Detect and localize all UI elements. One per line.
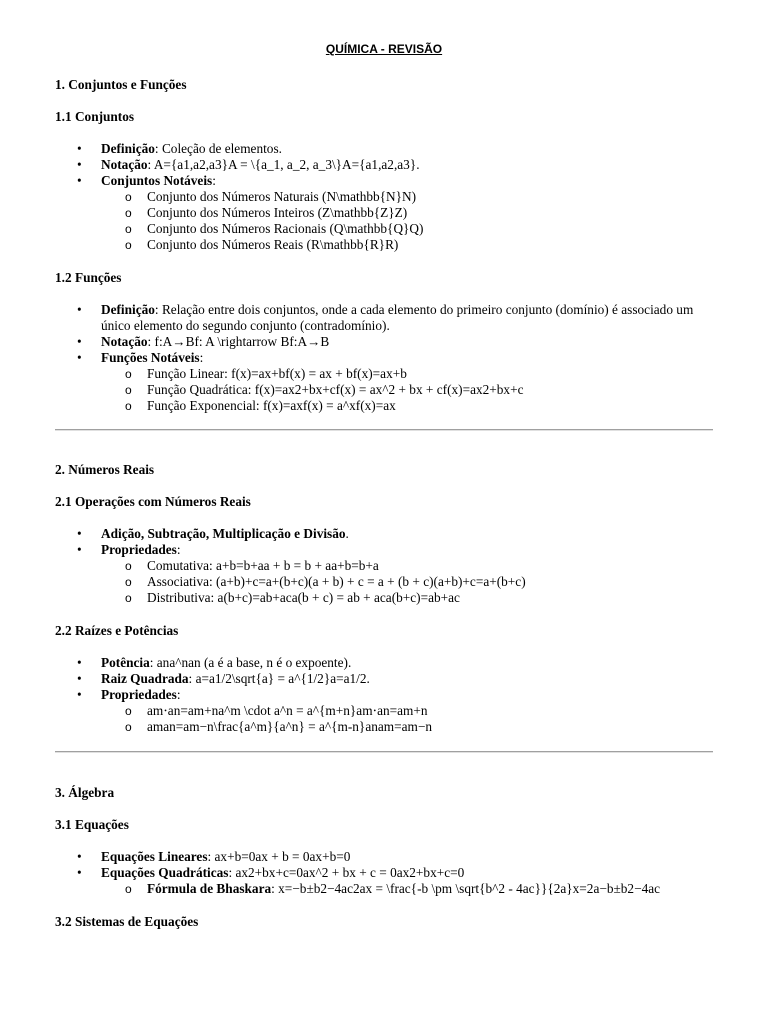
subsection-heading-1-1: 1.1 Conjuntos (55, 109, 135, 124)
sublist (101, 703, 713, 735)
sublist-item: o Associativa: (a+b)+c=a+(b+c)(a + b) + c = a + (b + c)(a+b)+c=a+(b+c) (55, 574, 713, 590)
horizontal-rule (55, 751, 713, 753)
sublist-item: o Comutativa: a+b=b+aa + b = b + aa+b=b+a (55, 558, 713, 574)
sublist-item: o Distributiva: a(b+c)=ab+aca(b + c) = ab + aca(b+c)=ab+ac (55, 590, 713, 606)
sublist-item: o am⋅an=am+na^m \cdot a^n = a^{m+n}am⋅an=am+n (55, 703, 713, 719)
subsection-heading-2-1: 2.1 Operações com Números Reais (55, 494, 251, 509)
subsection-heading-1-2: 1.2 Funções (55, 270, 122, 285)
sublist-item: o Função Exponencial: f(x)=axf(x) = a^xf(x)=ax (55, 398, 713, 414)
subsection-heading-2-2: 2.2 Raízes e Potências (55, 623, 179, 638)
subsection-heading-3-1: 3.1 Equações (55, 817, 129, 832)
list-item: • Equações Quadráticas: ax2+bx+c=0ax^2 + bx + c = 0ax2+bx+c=0 o Fórmula de Bhaskara: x=−b±b2−4ac2ax = \frac{-b \pm \sqrt{b^2 - 4ac}}{2a}x=2a−b±b2−4ac (55, 865, 713, 897)
list-item: • Adição, Subtração, Multiplicação e Divisão. (55, 526, 713, 542)
list-item: • Notação: A={a1,a2,a3}A = \{a_1, a_2, a_3\}A={a1,a2,a3}. (55, 157, 713, 173)
sublist (101, 366, 713, 414)
document-title: QUÍMICA - REVISÃO (325, 42, 443, 56)
sublist (101, 189, 713, 253)
list-item: • Funções Notáveis: o Função Linear: f(x)=ax+bf(x) = ax + bf(x)=ax+b o Função Quadrática: f(x)=ax2+bx+cf(x) = ax^2 + bx + cf(x)=ax2+bx+c o Função Exponencial: f(x)=axf(x) = a^xf(x)=ax (55, 350, 713, 414)
list-operacoes (55, 526, 713, 606)
sublist (101, 881, 713, 897)
sublist-item: o Conjunto dos Números Reais (R\mathbb{R}R) (55, 237, 713, 253)
sublist-item: o Função Quadrática: f(x)=ax2+bx+cf(x) = ax^2 + bx + cf(x)=ax2+bx+c (55, 382, 713, 398)
list-item: • Definição: Coleção de elementos. (55, 141, 713, 157)
list-item: • Notação: f:A→Bf: A \rightarrow Bf:A→B (55, 334, 713, 350)
horizontal-rule (55, 429, 713, 431)
sublist-item: o Fórmula de Bhaskara: x=−b±b2−4ac2ax = \frac{-b \pm \sqrt{b^2 - 4ac}}{2a}x=2a−b±b2−4ac (55, 881, 713, 897)
list-conjuntos (55, 141, 713, 253)
section-heading-2: 2. Números Reais (55, 462, 155, 477)
list-equacoes (55, 849, 713, 897)
list-item: • Potência: ana^nan (a é a base, n é o expoente). (55, 655, 713, 671)
sublist-item: o Conjunto dos Números Inteiros (Z\mathbb{Z}Z) (55, 205, 713, 221)
list-raizes (55, 655, 713, 735)
subsection-heading-3-2: 3.2 Sistemas de Equações (55, 914, 199, 929)
sublist-item: o Função Linear: f(x)=ax+bf(x) = ax + bf(x)=ax+b (55, 366, 713, 382)
sublist (101, 558, 713, 606)
list-item: • Conjuntos Notáveis: o Conjunto dos Números Naturais (N\mathbb{N}N) o Conjunto dos Números Inteiros (Z\mathbb{Z}Z) o Conjunto dos Números Racionais (Q\mathbb{Q}Q) o Conjunto dos Números Reais (R\mathbb{R}R) (55, 173, 713, 253)
sublist-item: o aman=am−n\frac{a^m}{a^n} = a^{m-n}anam=am−n (55, 719, 713, 735)
sublist-item: o Conjunto dos Números Racionais (Q\mathbb{Q}Q) (55, 221, 713, 237)
section-heading-1: 1. Conjuntos e Funções (55, 77, 187, 92)
section-heading-3: 3. Álgebra (55, 785, 115, 800)
list-item: • Propriedades: o Comutativa: a+b=b+aa + b = b + aa+b=b+a o Associativa: (a+b)+c=a+(b+c)(a + b) + c = a + (b + c)(a+b)+c=a+(b+c) o Distributiva: a(b+c)=ab+aca(b + c) = ab + aca(b+c)=ab+ac (55, 542, 713, 606)
list-funcoes (55, 302, 713, 414)
list-item: • Raiz Quadrada: a=a1/2\sqrt{a} = a^{1/2}a=a1/2. (55, 671, 713, 687)
list-item: • Propriedades: o am⋅an=am+na^m \cdot a^n = a^{m+n}am⋅an=am+n o aman=am−n\frac{a^m}{a^n} = a^{m-n}anam=am−n (55, 687, 713, 735)
list-item: • Equações Lineares: ax+b=0ax + b = 0ax+b=0 (55, 849, 713, 865)
list-item: • Definição: Relação entre dois conjuntos, onde a cada elemento do primeiro conjunto (domínio) é associado um único elemento do segundo conjunto (contradomínio). (55, 302, 713, 334)
sublist-item: o Conjunto dos Números Naturais (N\mathbb{N}N) (55, 189, 713, 205)
